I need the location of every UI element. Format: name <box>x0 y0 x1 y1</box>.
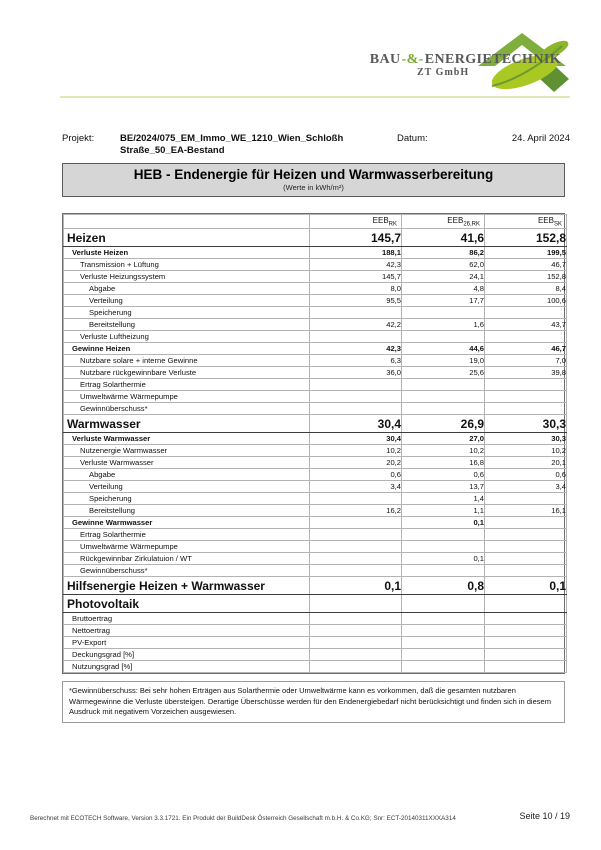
page-title: HEB - Endenergie für Heizen und Warmwasserbereitung <box>133 167 494 182</box>
company-name-ampersand: -&- <box>401 52 424 67</box>
row-value: 13,7 <box>402 481 485 493</box>
row-value: 0,1 <box>402 517 485 529</box>
row-value <box>310 529 402 541</box>
row-value: 42,3 <box>310 259 402 271</box>
row-value <box>485 553 567 565</box>
table-row <box>64 577 567 595</box>
row-label: Bereitstellung <box>64 319 310 331</box>
row-value: 1,1 <box>402 505 485 517</box>
table-row <box>64 283 567 295</box>
row-value: 16,1 <box>485 505 567 517</box>
row-label: Gewinne Warmwasser <box>64 517 310 529</box>
row-value <box>485 493 567 505</box>
table-row <box>64 403 567 415</box>
table-row <box>64 331 567 343</box>
row-value: 6,3 <box>310 355 402 367</box>
row-value <box>402 565 485 577</box>
row-value <box>310 553 402 565</box>
row-value <box>485 565 567 577</box>
table-row <box>64 355 567 367</box>
row-label: Ertrag Solarthermie <box>64 529 310 541</box>
row-value: 46,7 <box>485 259 567 271</box>
row-value <box>310 649 402 661</box>
table-row <box>64 481 567 493</box>
row-value <box>310 403 402 415</box>
company-logo <box>325 26 575 94</box>
row-value: 3,4 <box>310 481 402 493</box>
row-value <box>402 331 485 343</box>
row-value <box>485 595 567 613</box>
row-label: Verteilung <box>64 295 310 307</box>
row-value: 152,8 <box>485 229 567 247</box>
row-value <box>402 541 485 553</box>
row-value <box>310 517 402 529</box>
row-value: 62,0 <box>402 259 485 271</box>
row-value: 0,1 <box>310 577 402 595</box>
table-row <box>64 307 567 319</box>
row-value: 86,2 <box>402 247 485 259</box>
row-label: Ertrag Solarthermie <box>64 379 310 391</box>
table-row <box>64 637 567 649</box>
row-label: Gewinne Heizen <box>64 343 310 355</box>
row-value: 152,8 <box>485 271 567 283</box>
row-label: Umweltwärme Wärmepumpe <box>64 541 310 553</box>
energy-table <box>63 214 567 673</box>
table-row <box>64 625 567 637</box>
row-value: 16,8 <box>402 457 485 469</box>
row-value <box>310 613 402 625</box>
company-name-part2: ENERGIETECHNIK <box>424 52 561 67</box>
table-row <box>64 649 567 661</box>
table-row <box>64 457 567 469</box>
row-value: 20,1 <box>485 457 567 469</box>
table-row <box>64 271 567 283</box>
row-value <box>310 307 402 319</box>
row-value: 26,9 <box>402 415 485 433</box>
row-value <box>402 637 485 649</box>
header-divider <box>60 96 570 98</box>
date-value: 24. April 2024 <box>511 133 570 144</box>
table-header-row <box>64 215 567 229</box>
row-value <box>402 613 485 625</box>
row-value: 30,4 <box>310 415 402 433</box>
row-value: 0,1 <box>402 553 485 565</box>
row-value <box>485 661 567 673</box>
row-value: 30,3 <box>485 415 567 433</box>
row-value: 17,7 <box>402 295 485 307</box>
row-value: 0,6 <box>402 469 485 481</box>
table-row <box>64 229 567 247</box>
row-value <box>485 517 567 529</box>
row-value <box>310 595 402 613</box>
row-value: 43,7 <box>485 319 567 331</box>
row-value: 3,4 <box>485 481 567 493</box>
table-row <box>64 379 567 391</box>
row-label: Verluste Heizen <box>64 247 310 259</box>
row-value: 20,2 <box>310 457 402 469</box>
project-value <box>120 133 395 157</box>
table-row <box>64 565 567 577</box>
row-value: 30,4 <box>310 433 402 445</box>
row-value: 36,0 <box>310 367 402 379</box>
row-value: 24,1 <box>402 271 485 283</box>
date-label: Datum: <box>397 133 428 144</box>
row-label: Verluste Warmwasser <box>64 457 310 469</box>
row-value: 16,2 <box>310 505 402 517</box>
row-label: Nutzbare rückgewinnbare Verluste <box>64 367 310 379</box>
row-value <box>310 661 402 673</box>
row-value <box>402 403 485 415</box>
project-value-line1: BE/2024/075_EM_Immo_WE_1210_Wien_Schloßh <box>120 133 344 144</box>
row-value: 19,0 <box>402 355 485 367</box>
row-value: 25,6 <box>402 367 485 379</box>
row-value <box>310 565 402 577</box>
row-value <box>485 637 567 649</box>
table-row <box>64 469 567 481</box>
table-row <box>64 415 567 433</box>
footnote-box: *Gewinnüberschuss: Bei sehr hohen Erträgen aus Solarthermie oder Umweltwärme kann es vorkommen, daß die gesamten nutzbaren Wärmegewinne die Verluste übersteigen. Derartige Überschüsse werden für den Endenergiebedarf nicht berücksichtigt und finden sich in diesem Ausdruck mit negativem Vorzeichen ausgewiesen. <box>62 681 565 723</box>
table-row <box>64 445 567 457</box>
row-value <box>310 331 402 343</box>
row-label: Heizen <box>64 229 310 247</box>
row-value: 145,7 <box>310 271 402 283</box>
table-row <box>64 541 567 553</box>
row-value: 46,7 <box>485 343 567 355</box>
row-value <box>402 625 485 637</box>
table-row <box>64 367 567 379</box>
row-label: Hilfsenergie Heizen + Warmwasser <box>64 577 310 595</box>
row-label: Abgabe <box>64 469 310 481</box>
row-value <box>310 493 402 505</box>
row-value <box>402 595 485 613</box>
row-value <box>402 529 485 541</box>
table-row <box>64 517 567 529</box>
row-value <box>402 391 485 403</box>
row-value: 8,4 <box>485 283 567 295</box>
page-subtitle: (Werte in kWh/m²) <box>283 183 344 192</box>
row-value: 145,7 <box>310 229 402 247</box>
company-subtitle: ZT GmbH <box>417 67 470 78</box>
row-value: 199,5 <box>485 247 567 259</box>
row-value <box>402 379 485 391</box>
row-value <box>485 379 567 391</box>
row-value: 1,4 <box>402 493 485 505</box>
row-value <box>485 529 567 541</box>
row-value: 1,6 <box>402 319 485 331</box>
row-label: Deckungsgrad [%] <box>64 649 310 661</box>
header-col-eeb-rk: $EEB_{RK}$ <box>310 215 402 229</box>
row-label: Umweltwärme Wärmepumpe <box>64 391 310 403</box>
row-value <box>485 331 567 343</box>
row-value: 7,0 <box>485 355 567 367</box>
row-value <box>310 625 402 637</box>
row-label: Bereitstellung <box>64 505 310 517</box>
row-label: Warmwasser <box>64 415 310 433</box>
row-value: 10,2 <box>310 445 402 457</box>
row-label: Bruttoertrag <box>64 613 310 625</box>
row-value <box>485 541 567 553</box>
row-label: Nettoertrag <box>64 625 310 637</box>
row-label: Nutzenergie Warmwasser <box>64 445 310 457</box>
row-value <box>485 307 567 319</box>
row-label: Photovoltaik <box>64 595 310 613</box>
table-row <box>64 391 567 403</box>
row-label: Verluste Heizungssystem <box>64 271 310 283</box>
table-row <box>64 613 567 625</box>
row-label: Gewinnüberschuss* <box>64 565 310 577</box>
row-label: Nutzungsgrad [%] <box>64 661 310 673</box>
row-value: 100,6 <box>485 295 567 307</box>
project-value-line2: Straße_50_EA-Bestand <box>120 144 225 156</box>
header-label-cell <box>64 215 310 229</box>
row-value: 10,2 <box>485 445 567 457</box>
row-value <box>310 637 402 649</box>
table-row <box>64 505 567 517</box>
row-label: Speicherung <box>64 307 310 319</box>
table-row <box>64 553 567 565</box>
row-value <box>485 403 567 415</box>
row-value: 95,5 <box>310 295 402 307</box>
row-label: Verteilung <box>64 481 310 493</box>
row-value <box>402 661 485 673</box>
table-row <box>64 319 567 331</box>
row-label: Gewinnüberschuss* <box>64 403 310 415</box>
table-row <box>64 295 567 307</box>
row-value: 27,0 <box>402 433 485 445</box>
table-row <box>64 247 567 259</box>
company-name-part1: BAU <box>369 52 401 67</box>
row-label: Verluste Warmwasser <box>64 433 310 445</box>
row-value: 42,2 <box>310 319 402 331</box>
row-value <box>485 613 567 625</box>
table-row <box>64 433 567 445</box>
row-value: 4,8 <box>402 283 485 295</box>
row-value <box>485 391 567 403</box>
footer-software-info: Berechnet mit ECOTECH Software, Version 3.3.1721. Ein Produkt der BuildDesk Österreich Gesellschaft m.b.H. & Co.KG; Snr: ECT-20140311XXXA314 <box>30 815 456 822</box>
row-value: 44,6 <box>402 343 485 355</box>
table-row <box>64 493 567 505</box>
row-value <box>485 625 567 637</box>
row-value: 10,2 <box>402 445 485 457</box>
row-value: 30,3 <box>485 433 567 445</box>
row-value: 8,0 <box>310 283 402 295</box>
row-label: Verluste Luftheizung <box>64 331 310 343</box>
row-label: Nutzbare solare + interne Gewinne <box>64 355 310 367</box>
header-col-eeb-sk: $EEB_{SK}$ <box>485 215 567 229</box>
row-label: Abgabe <box>64 283 310 295</box>
row-value <box>402 307 485 319</box>
row-value <box>310 379 402 391</box>
table-row <box>64 259 567 271</box>
project-label: Projekt: <box>62 133 95 144</box>
section-title-bar <box>62 163 565 197</box>
row-label: Speicherung <box>64 493 310 505</box>
table-row <box>64 661 567 673</box>
row-value: 0,1 <box>485 577 567 595</box>
row-value <box>310 541 402 553</box>
energy-table-frame <box>62 213 565 674</box>
row-label: PV-Export <box>64 637 310 649</box>
header-col-eeb-26rk: $EEB_{26,RK}$ <box>402 215 485 229</box>
table-row <box>64 529 567 541</box>
row-value <box>485 649 567 661</box>
row-value: 0,8 <box>402 577 485 595</box>
row-value: 42,3 <box>310 343 402 355</box>
row-value: 0,6 <box>485 469 567 481</box>
row-label: Rückgewinnbar Zirkulatuion / WT <box>64 553 310 565</box>
company-name <box>370 52 561 68</box>
row-value: 39,8 <box>485 367 567 379</box>
footer-page-number: Seite 10 / 19 <box>519 811 570 821</box>
row-value <box>310 391 402 403</box>
table-row <box>64 595 567 613</box>
energy-table-body <box>64 229 567 673</box>
table-row <box>64 343 567 355</box>
row-value: 188,1 <box>310 247 402 259</box>
row-value <box>402 649 485 661</box>
row-value: 41,6 <box>402 229 485 247</box>
row-value: 0,6 <box>310 469 402 481</box>
row-label: Transmission + Lüftung <box>64 259 310 271</box>
